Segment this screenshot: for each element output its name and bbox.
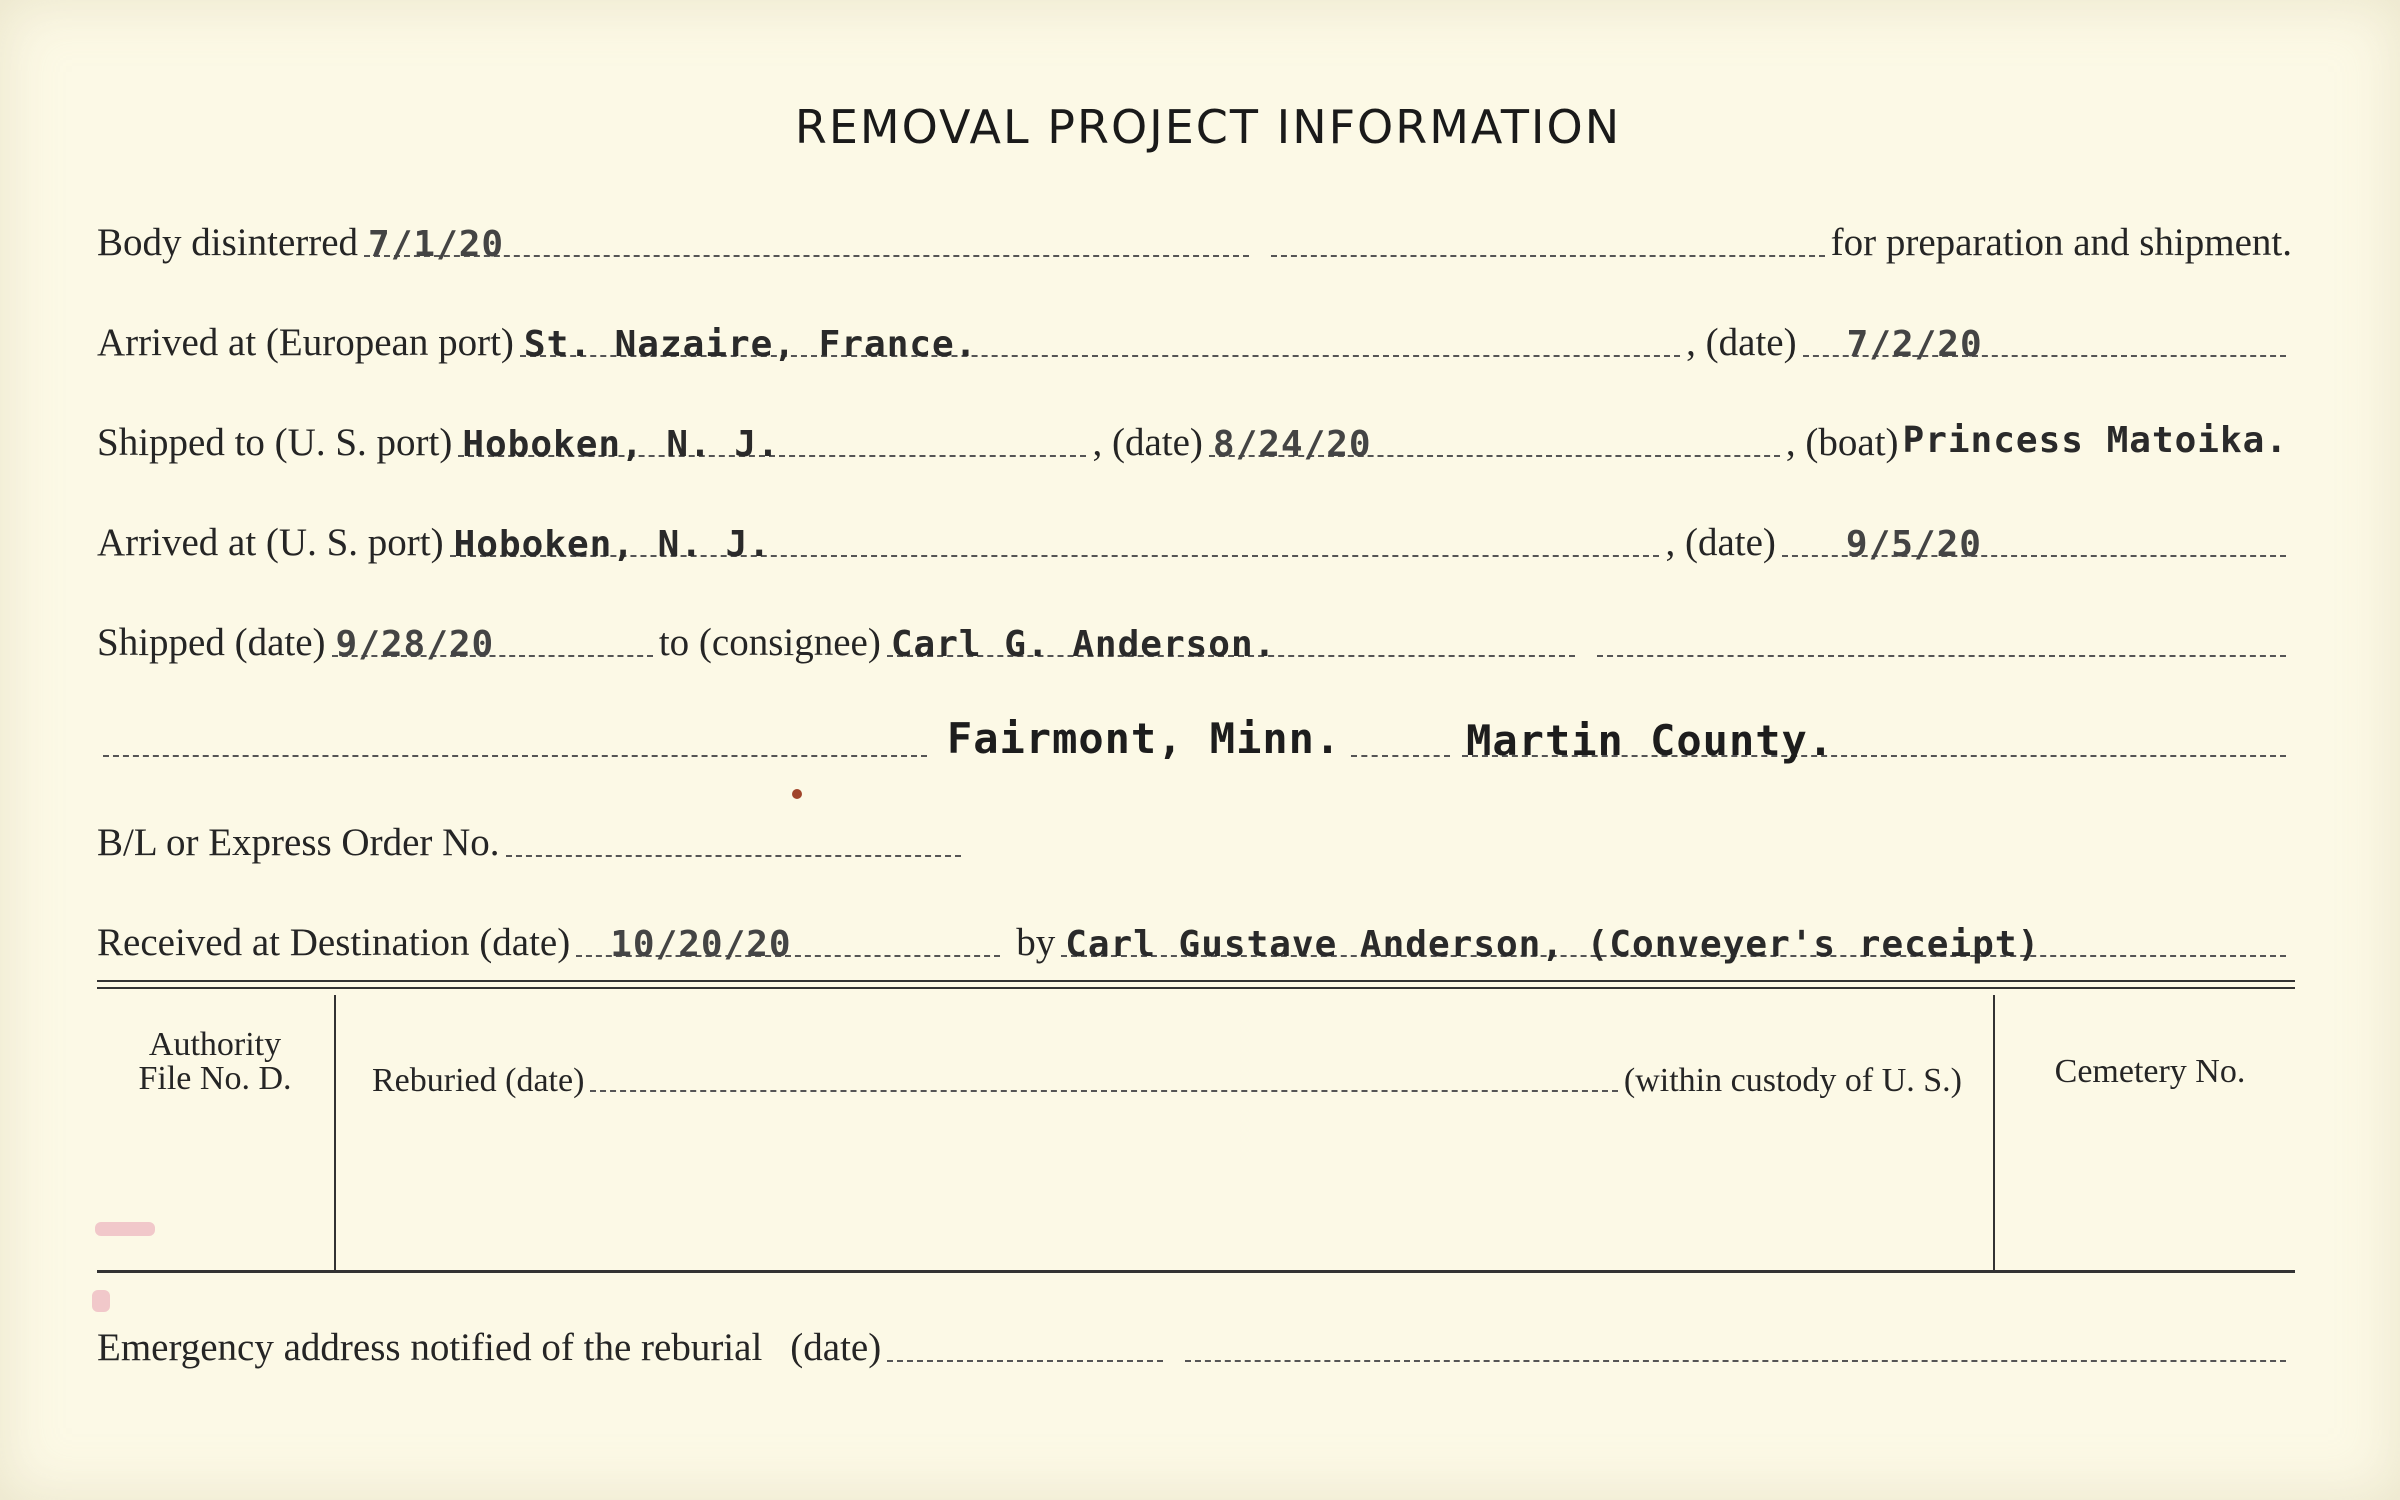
received-by-label: by: [1016, 921, 1056, 964]
pink-mark-small: [92, 1290, 110, 1312]
pink-stamp-mark: [95, 1222, 155, 1236]
shipped-date-label: Shipped (date): [97, 621, 326, 664]
table-top-rule: [97, 980, 2295, 982]
consignee-blank: [1597, 654, 2286, 657]
shipped-us-label: Shipped to (U. S. port): [97, 421, 453, 464]
emergency-date-field: [887, 1359, 1162, 1362]
reburied-label: Reburied (date): [372, 1062, 585, 1099]
arrived-us-date-field: [1782, 524, 2286, 565]
consignee-field: [887, 624, 1576, 665]
arrived-europe-label: Arrived at (European port): [97, 321, 514, 364]
arrived-us-port: Hoboken, N. J.: [453, 524, 772, 565]
received-label: Received at Destination (date): [97, 921, 571, 964]
reburied-field: [590, 1089, 1618, 1092]
row-shipped-consignee: [97, 605, 2292, 665]
row-emergency: [97, 1310, 2292, 1370]
arrived-us-date: 9/5/20: [1845, 524, 1982, 565]
cemetery-label: Cemetery No.: [2054, 1053, 2246, 1090]
card-title: REMOVAL PROJECT INFORMATION: [794, 100, 1622, 154]
emergency-date-label: (date): [790, 1326, 882, 1369]
arrived-europe-date-field: [1803, 324, 2286, 365]
disinterred-label: Body disinterred: [97, 221, 359, 264]
authority-cell: [110, 1028, 320, 1096]
file-no-label: File No. D.: [138, 1060, 292, 1097]
bl-order-label: B/L or Express Order No.: [97, 821, 500, 864]
reburied-row: [372, 1040, 1962, 1100]
county-field: [1462, 716, 2286, 765]
row-disinterred: [97, 205, 2292, 265]
disinterred-blank: [1271, 254, 1824, 257]
european-port-field: [520, 324, 1680, 365]
address-county: Martin County.: [1466, 716, 1835, 765]
received-by-value: Carl Gustave Anderson, (Conveyer's receipt): [1065, 924, 2041, 965]
boat-value: Princess Matoika.: [1902, 420, 2288, 461]
received-date-field: [576, 924, 1000, 965]
arrived-europe-date-label: , (date): [1686, 321, 1797, 364]
row-bl-order: [97, 805, 967, 865]
us-port-field: [458, 424, 1086, 465]
bl-order-field: [506, 854, 961, 857]
row-arrived-us: [97, 505, 2292, 565]
received-by-field: [1061, 924, 2286, 965]
shipped-us-date-field: [1209, 424, 1780, 465]
row-received: [97, 905, 2292, 965]
disinterred-date: 7/1/20: [368, 224, 505, 265]
received-date: 10/20/20: [610, 924, 792, 965]
ink-stain: [792, 789, 802, 799]
shipped-date-field: [332, 624, 653, 665]
shipped-us-port: Hoboken, N. J.: [462, 424, 780, 465]
boat-label: , (boat): [1785, 421, 1899, 464]
authority-label: Authority: [148, 1026, 282, 1063]
consignee-label: to (consignee): [658, 621, 881, 664]
shipped-us-date: 8/24/20: [1212, 424, 1372, 465]
row-address: [97, 705, 2292, 765]
disinterred-field: [364, 224, 1249, 265]
table-top-rule-2: [97, 987, 2295, 989]
shipped-us-date-label: , (date): [1092, 421, 1203, 464]
consignee-value: Carl G. Anderson.: [890, 624, 1277, 665]
address-blank: [103, 754, 927, 757]
table-bottom-rule: [97, 1270, 2295, 1273]
emergency-label: Emergency address notified of the reburial: [97, 1326, 763, 1369]
shipped-date-value: 9/28/20: [335, 624, 495, 665]
european-port-value: St. Nazaire, France.: [523, 324, 978, 365]
custody-label: (within custody of U. S.): [1623, 1062, 1962, 1099]
address-gap: [1351, 754, 1450, 757]
arrived-us-port-field: [450, 524, 1660, 565]
arrived-us-date-label: , (date): [1665, 521, 1776, 564]
arrived-europe-date: 7/2/20: [1846, 324, 1983, 365]
disinterred-suffix: for preparation and shipment.: [1830, 221, 2292, 264]
address-city: Fairmont, Minn.: [946, 714, 1342, 763]
row-arrived-europe: [97, 305, 2292, 365]
arrived-us-label: Arrived at (U. S. port): [97, 521, 444, 564]
row-shipped-us: [97, 405, 2292, 465]
table-divider-right: [1993, 995, 1995, 1270]
table-divider-left: [334, 995, 336, 1270]
emergency-blank: [1185, 1359, 2286, 1362]
